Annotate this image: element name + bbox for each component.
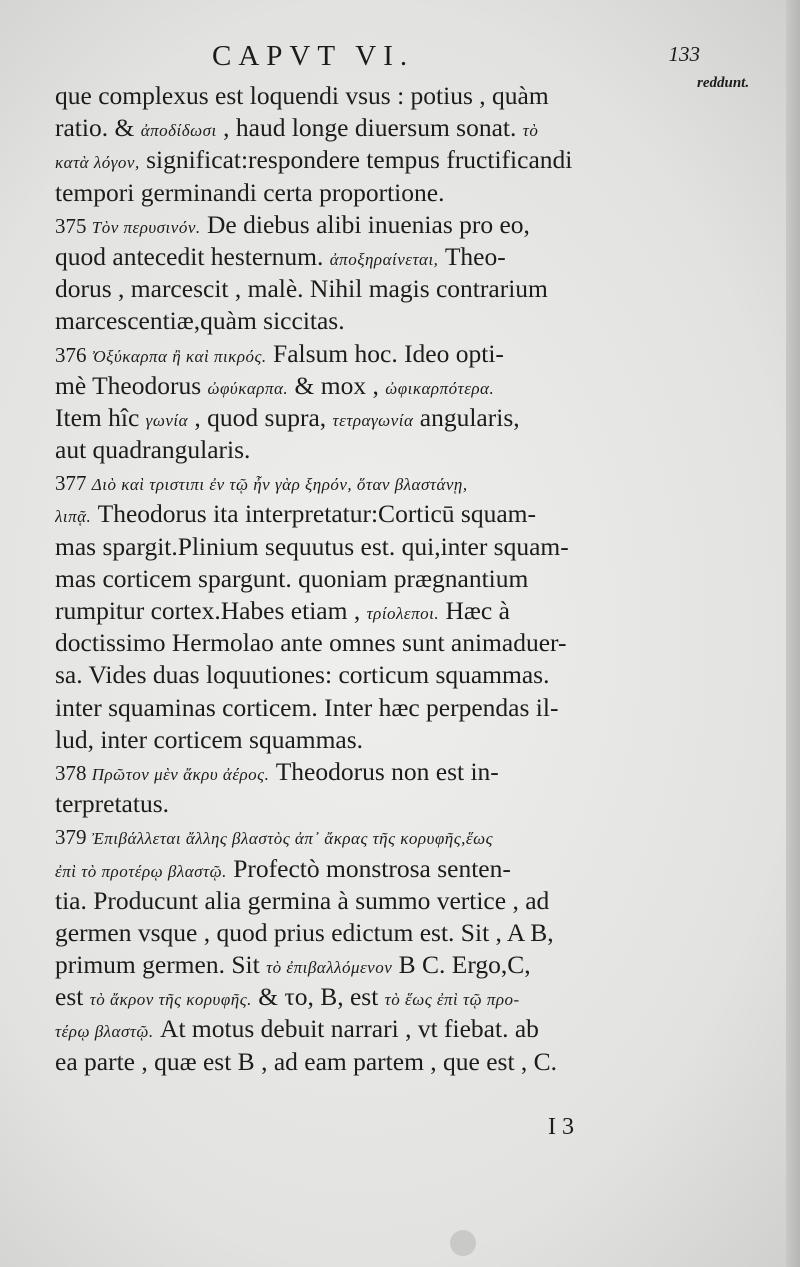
- text-line: [55, 885, 690, 917]
- latin-text: ea parte , quæ est B , ad eam partem , que est , C.: [55, 1046, 558, 1076]
- greek-text: γωνία: [145, 410, 189, 430]
- text-line: [55, 338, 690, 370]
- greek-text: τὸ: [522, 121, 539, 141]
- text-line: [55, 692, 690, 724]
- latin-text: mè Theodorus: [55, 370, 208, 400]
- latin-text: mas spargit.Plinium sequutus est. qui,inter squam-: [55, 531, 569, 561]
- latin-text: Profectò monstrosa senten-: [226, 853, 511, 883]
- greek-text: Ὀξύκαρπα ἢ καὶ πικρός.: [91, 346, 267, 366]
- greek-text: Διὸ καὶ τριστιπι ἐν τῷ ἦν γὰρ ξηρόν, ὅταν βλαστάνῃ,: [91, 475, 468, 495]
- latin-text: Item hîc: [55, 402, 146, 432]
- text-line: [55, 466, 690, 498]
- body-text: [55, 80, 690, 1078]
- greek-text: ἀποξηραίνεται,: [329, 249, 439, 269]
- note-number: 376: [55, 342, 92, 367]
- text-line: [55, 498, 690, 530]
- page-edge: [786, 0, 800, 1267]
- text-line: [55, 177, 690, 209]
- latin-text: terpretatus.: [55, 789, 169, 819]
- greek-text: Ἐπιβάλλεται ἄλλης βλαστὸς ἀπ᾽ ἄκρας τῆς κορυφῆς,ἕως: [91, 829, 493, 849]
- latin-text: que complexus est loquendi vsus : potius , quàm: [55, 81, 549, 110]
- text-line: [55, 820, 690, 852]
- text-line: [55, 949, 690, 981]
- note-number: 375: [55, 213, 92, 238]
- greek-text: τρίολεποι.: [366, 604, 440, 623]
- greek-text: ἐπὶ τὸ προτέρῳ βλαστῷ.: [55, 861, 227, 881]
- text-line: [55, 788, 690, 820]
- latin-text: mas corticem spargunt. quoniam prægnantium: [55, 563, 529, 593]
- greek-text: ὠφικαρπότερα.: [385, 378, 495, 398]
- text-line: [55, 981, 690, 1013]
- page-header: [212, 40, 700, 80]
- text-line: [55, 595, 690, 627]
- text-line: [55, 563, 690, 595]
- text-line: [55, 627, 690, 659]
- latin-text: & το, B, est: [251, 982, 385, 1012]
- latin-text: aut quadrangularis.: [55, 435, 251, 465]
- latin-text: rumpitur cortex.Habes etiam ,: [55, 596, 367, 625]
- latin-text: lud, inter corticem squammas.: [55, 724, 364, 754]
- greek-text: ὠφύκαρπα.: [207, 378, 289, 398]
- note-number: 379: [55, 825, 92, 850]
- latin-text: tia. Producunt alia germina à summo vertice , ad: [55, 885, 550, 915]
- latin-text: De diebus alibi inuenias pro eo,: [200, 209, 530, 239]
- latin-text: Theo-: [438, 241, 506, 271]
- text-line: [55, 209, 690, 241]
- text-line: [55, 305, 690, 337]
- latin-text: B C. Ergo,C,: [392, 950, 531, 980]
- text-line: [55, 112, 690, 144]
- latin-text: , haud longe diuersum sonat.: [216, 113, 523, 143]
- latin-text: Hæc à: [439, 596, 510, 625]
- greek-text: ἀποδίδωσι: [140, 121, 217, 141]
- latin-text: Theodorus ita interpretatur:Corticū squam-: [91, 499, 536, 529]
- latin-text: & mox ,: [288, 370, 386, 400]
- text-line: [55, 917, 690, 949]
- text-line: [55, 853, 690, 885]
- latin-text: Theodorus non est in-: [269, 756, 499, 786]
- text-line: [55, 434, 690, 466]
- note-number: 378: [55, 760, 92, 785]
- greek-text: τετραγωνία: [332, 410, 414, 430]
- latin-text: Falsum hoc. Ideo opti-: [266, 338, 504, 368]
- latin-text: At motus debuit narrari , vt fiebat. ab: [153, 1014, 539, 1044]
- latin-text: doctissimo Hermolao ante omnes sunt animaduer-: [55, 628, 567, 658]
- text-line: [55, 80, 690, 112]
- latin-text: est: [55, 982, 90, 1012]
- greek-text: Τὸν περυσινόν.: [91, 217, 201, 237]
- latin-text: significat:respondere tempus fructificandi: [139, 145, 573, 175]
- text-line: [55, 273, 690, 305]
- text-line: [55, 531, 690, 563]
- greek-text: τὸ ἐπιβαλλόμενον: [266, 958, 393, 978]
- latin-text: dorus , marcescit , malè. Nihil magis contrarium: [55, 274, 548, 304]
- greek-text: τὸ ἄκρον τῆς κορυφῆς.: [89, 990, 252, 1010]
- greek-text: τέρῳ βλαστῷ.: [55, 1022, 154, 1042]
- margin-catchword: reddunt.: [697, 75, 750, 91]
- paper-stain: [450, 1230, 476, 1256]
- text-line: [55, 1046, 690, 1078]
- greek-text: τὸ ἕως ἐπὶ τῷ προ-: [384, 990, 520, 1010]
- latin-text: ratio. &: [55, 113, 141, 143]
- text-line: [55, 144, 690, 176]
- text-line: [55, 370, 690, 402]
- note-number: 377: [55, 471, 92, 496]
- latin-text: inter squaminas corticem. Inter hæc perpendas il-: [55, 692, 559, 722]
- greek-text: Πρῶτον μὲν ἄκρυ ἀέρος.: [91, 764, 270, 784]
- text-line: [55, 756, 690, 788]
- latin-text: tempori germinandi certa proportione.: [55, 177, 445, 207]
- text-line: [55, 724, 690, 756]
- latin-text: quod antecedit hesternum.: [55, 241, 330, 271]
- running-head: CAPVT VI.: [212, 40, 415, 72]
- latin-text: sa. Vides duas loquutiones: corticum squammas.: [55, 660, 550, 690]
- latin-text: germen vsque , quod prius edictum est. Sit , A B,: [55, 917, 554, 947]
- latin-text: , quod supra,: [188, 402, 333, 432]
- latin-text: marcescentiæ,quàm siccitas.: [55, 306, 345, 336]
- text-line: [55, 1013, 690, 1045]
- signature-mark: I 3: [548, 1114, 574, 1140]
- greek-text: κατὰ λόγον,: [55, 153, 140, 173]
- text-line: [55, 241, 690, 273]
- greek-text: λιπᾷ.: [55, 507, 92, 527]
- latin-text: angularis,: [413, 402, 520, 432]
- page-number: 133: [668, 42, 700, 66]
- latin-text: primum germen. Sit: [55, 950, 267, 980]
- text-line: [55, 402, 690, 434]
- text-line: [55, 659, 690, 691]
